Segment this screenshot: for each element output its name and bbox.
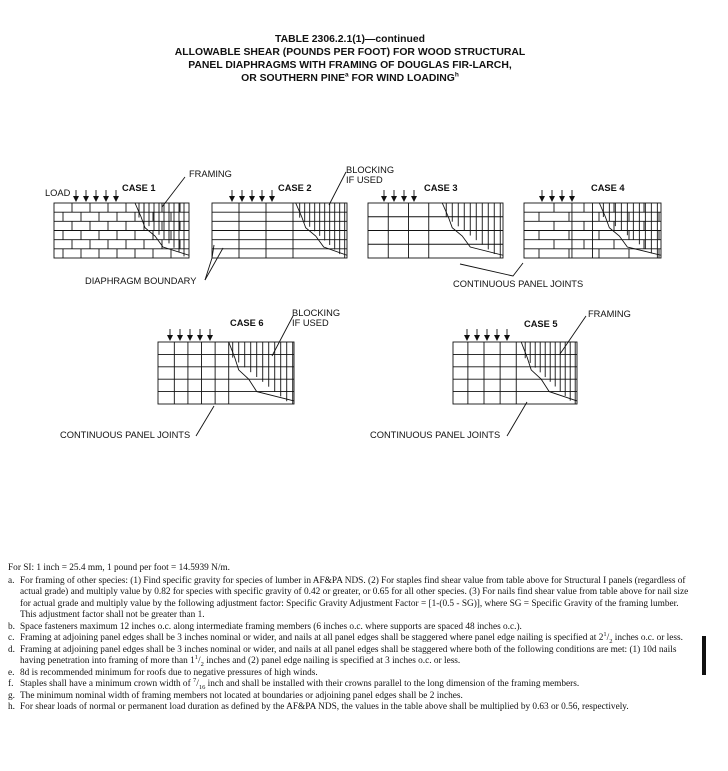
margin-change-bar xyxy=(702,636,706,675)
title-line-3: PANEL DIAPHRAGMS WITH FRAMING OF DOUGLAS FIR-LARCH, xyxy=(188,60,512,71)
panel-case-3 xyxy=(368,203,503,258)
continuous-panel-joints-label-left: CONTINUOUS PANEL JOINTS xyxy=(60,430,191,440)
title-line-1: TABLE 2306.2.1(1)—continued xyxy=(275,34,425,45)
footnote-f: f. Staples shall have a minimum crown width of $^7/_{16}$ inch and shall be installed with their crowns parallel to the long dimension of the framing members. xyxy=(8,676,580,691)
continuous-panel-joints-label-right: CONTINUOUS PANEL JOINTS xyxy=(370,430,501,440)
framing-label: FRAMING xyxy=(189,169,232,179)
continuous-panel-joints-label-upper: CONTINUOUS PANEL JOINTS xyxy=(453,279,584,289)
case-3-label: CASE 3 xyxy=(424,183,458,193)
panel-joints-leader-right xyxy=(507,402,527,436)
blocking-label-lower: BLOCKING IF USED xyxy=(292,308,341,328)
footnote-e: e. 8d is recommended minimum for roofs due to negative pressures of high winds. xyxy=(8,667,318,678)
case-5-label: CASE 5 xyxy=(524,319,558,329)
footnote-h: h. For shear loads of normal or permanent load duration as defined by the AF&PA NDS, the values in the table above shall be multiplied by 0.63 or 0.56, respectively. xyxy=(8,702,629,712)
footnote-c: c. Framing at adjoining panel edges shall be 3 inches nominal or wider, and nails at all panel edges shall be staggered where panel edge nailing is specified at $2^1/_2$ inches o.c. or less. xyxy=(8,630,683,645)
panel-joints-leader-upper xyxy=(460,263,523,276)
case-2-label: CASE 2 xyxy=(278,183,312,193)
panel-joints-leader-left xyxy=(196,406,214,436)
panel-case-1 xyxy=(54,203,189,258)
diaphragm-boundary-label: DIAPHRAGM BOUNDARY xyxy=(85,276,197,286)
blocking-label: BLOCKING IF USED xyxy=(346,165,395,185)
panel-case-5 xyxy=(453,342,577,404)
panel-case-4 xyxy=(524,203,661,258)
footnote-d: d. Framing at adjoining panel edges shall be 3 inches nominal or wider, and nails at all panel edges shall be staggered where both of the following conditions are met: (1) 10d nails having penetration into framing of more than $1^1/_2$ inches and (2) panel edge nailing is specified at 3 inches o.c. or less. xyxy=(8,644,677,668)
load-label: LOAD xyxy=(45,188,71,198)
case-6-label: CASE 6 xyxy=(230,318,264,328)
panel-case-2 xyxy=(212,203,347,258)
blocking-leader xyxy=(329,172,346,205)
framing-label-lower: FRAMING xyxy=(588,309,631,319)
framing-leader xyxy=(162,177,185,207)
footnote-b: b. Space fasteners maximum 12 inches o.c. along intermediate framing members (6 inches o.c. where supports are spaced 48 inches o.c.). xyxy=(8,621,522,632)
title-line-4: OR SOUTHERN PINE$^a$ FOR WIND LOADING$^h$ xyxy=(241,71,459,84)
title-line-2: ALLOWABLE SHEAR (POUNDS PER FOOT) FOR WOOD STRUCTURAL xyxy=(174,47,526,58)
diaphragm-boundary-leader xyxy=(205,245,214,280)
footnotes xyxy=(8,563,692,714)
panel-case-6 xyxy=(158,342,294,404)
footnote-g: g. The minimum nominal width of framing members not located at boundaries or adjoining panel edges shall be 2 inches. xyxy=(8,690,463,701)
case-1-label: CASE 1 xyxy=(122,183,156,193)
framing-leader-lower xyxy=(560,316,586,354)
blocking-leader-lower xyxy=(272,316,293,356)
case-4-label: CASE 4 xyxy=(591,183,625,193)
si-conversion-note: For SI: 1 inch = 25.4 mm, 1 pound per foot = 14.5939 N/m. xyxy=(8,563,230,573)
footnote-a: a. For framing of other species: (1) Find specific gravity for species of lumber in AF&PA NDS. (2) For staples find shear value from table above for Structural I panels (regardless of actual grade) and multiply value by 0.82 for species with specific gravity of 0.42 or greater, or 0.65 for all other species. (3) For nails find shear value from table above for nail size for actual grade and multiply value by the following adjustment factor: Specific Gravity Adjustment Factor = [1-(0.5 - SG)], where SG = Specific Gravity of the framing lumber. This adjustment factor shall not be greater than 1. xyxy=(8,575,689,620)
